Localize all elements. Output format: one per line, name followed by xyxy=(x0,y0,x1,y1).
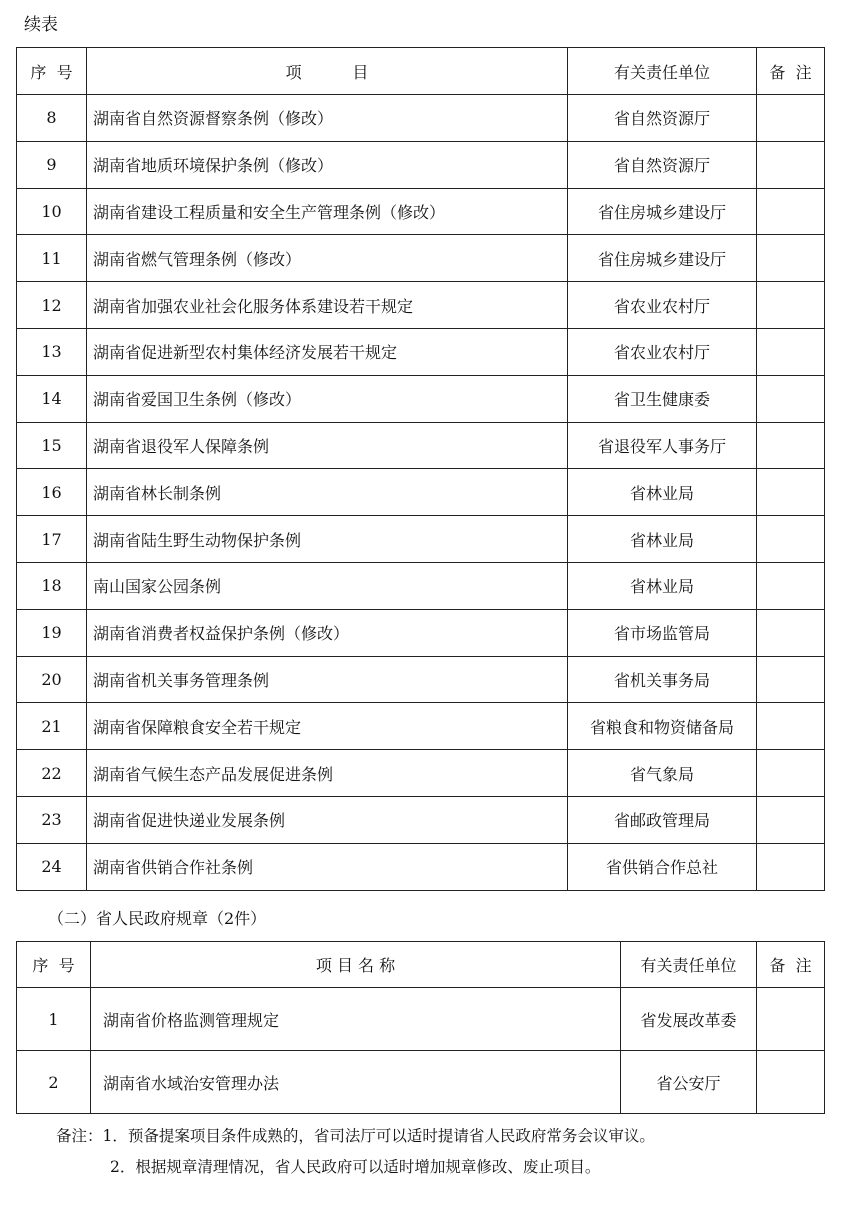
row-number: 9 xyxy=(17,141,87,188)
table-row xyxy=(17,235,825,282)
row-unit: 省林业局 xyxy=(568,469,757,516)
row-remark xyxy=(757,516,825,563)
row-item: 湖南省保障粮食安全若干规定 xyxy=(87,703,568,750)
row-unit: 省农业农村厅 xyxy=(568,282,757,329)
row-number: 11 xyxy=(17,235,87,282)
row-number: 19 xyxy=(17,609,87,656)
row-remark xyxy=(757,1051,825,1114)
table-row xyxy=(17,656,825,703)
row-remark xyxy=(757,188,825,235)
table-row xyxy=(17,141,825,188)
table-row xyxy=(17,282,825,329)
government-rules-table xyxy=(16,941,825,1114)
table-row xyxy=(17,95,825,142)
row-item: 湖南省退役军人保障条例 xyxy=(87,422,568,469)
header-item: 项 目 xyxy=(87,48,568,95)
row-number: 15 xyxy=(17,422,87,469)
table-row xyxy=(17,750,825,797)
header-remark: 备 注 xyxy=(757,48,825,95)
regulations-table xyxy=(16,47,825,891)
row-item: 湖南省气候生态产品发展促进条例 xyxy=(87,750,568,797)
row-unit: 省农业农村厅 xyxy=(568,328,757,375)
row-remark xyxy=(757,796,825,843)
table-row xyxy=(17,562,825,609)
row-remark xyxy=(757,422,825,469)
row-item: 湖南省促进快递业发展条例 xyxy=(87,796,568,843)
row-unit: 省气象局 xyxy=(568,750,757,797)
note-1: 备注：1．预备提案项目条件成熟的，省司法厅可以适时提请省人民政府常务会议审议。 xyxy=(56,1127,655,1145)
row-unit: 省公安厅 xyxy=(621,1051,757,1114)
row-item: 湖南省陆生野生动物保护条例 xyxy=(87,516,568,563)
table-header-row xyxy=(17,48,825,95)
row-number: 14 xyxy=(17,375,87,422)
row-number: 13 xyxy=(17,328,87,375)
table-row xyxy=(17,988,825,1051)
header-unit: 有关责任单位 xyxy=(621,942,757,988)
row-item: 湖南省促进新型农村集体经济发展若干规定 xyxy=(87,328,568,375)
row-unit: 省供销合作总社 xyxy=(568,843,757,890)
table-row xyxy=(17,422,825,469)
row-remark xyxy=(757,282,825,329)
row-number: 8 xyxy=(17,95,87,142)
table-row xyxy=(17,375,825,422)
row-remark xyxy=(757,562,825,609)
row-unit: 省发展改革委 xyxy=(621,988,757,1051)
row-item: 湖南省消费者权益保护条例（修改） xyxy=(87,609,568,656)
row-remark xyxy=(757,609,825,656)
row-item: 湖南省供销合作社条例 xyxy=(87,843,568,890)
row-item: 湖南省建设工程质量和安全生产管理条例（修改） xyxy=(87,188,568,235)
row-number: 22 xyxy=(17,750,87,797)
row-unit: 省住房城乡建设厅 xyxy=(568,188,757,235)
table-header-row xyxy=(17,942,825,988)
row-number: 23 xyxy=(17,796,87,843)
row-unit: 省住房城乡建设厅 xyxy=(568,235,757,282)
row-unit: 省机关事务局 xyxy=(568,656,757,703)
row-unit: 省邮政管理局 xyxy=(568,796,757,843)
table-row xyxy=(17,516,825,563)
note-2: 2．根据规章清理情况，省人民政府可以适时增加规章修改、废止项目。 xyxy=(110,1158,601,1176)
row-number: 20 xyxy=(17,656,87,703)
section2-title: （二）省人民政府规章（2件） xyxy=(48,909,267,928)
row-item: 湖南省自然资源督察条例（修改） xyxy=(87,95,568,142)
row-unit: 省粮食和物资储备局 xyxy=(568,703,757,750)
row-remark xyxy=(757,843,825,890)
row-number: 17 xyxy=(17,516,87,563)
row-number: 12 xyxy=(17,282,87,329)
header-remark: 备 注 xyxy=(757,942,825,988)
continuation-label: 续表 xyxy=(24,15,58,35)
row-item: 湖南省水域治安管理办法 xyxy=(91,1051,621,1114)
row-remark xyxy=(757,235,825,282)
row-unit: 省市场监管局 xyxy=(568,609,757,656)
row-number: 21 xyxy=(17,703,87,750)
header-no: 序 号 xyxy=(17,942,91,988)
table-row xyxy=(17,703,825,750)
table-row xyxy=(17,328,825,375)
row-remark xyxy=(757,95,825,142)
row-unit: 省自然资源厅 xyxy=(568,95,757,142)
row-unit: 省卫生健康委 xyxy=(568,375,757,422)
table-row xyxy=(17,796,825,843)
row-remark xyxy=(757,469,825,516)
row-remark xyxy=(757,703,825,750)
table-row xyxy=(17,188,825,235)
row-item: 湖南省机关事务管理条例 xyxy=(87,656,568,703)
row-remark xyxy=(757,375,825,422)
row-item: 湖南省加强农业社会化服务体系建设若干规定 xyxy=(87,282,568,329)
row-remark xyxy=(757,328,825,375)
row-remark xyxy=(757,656,825,703)
row-number: 1 xyxy=(17,988,91,1051)
row-remark xyxy=(757,988,825,1051)
row-item: 湖南省爱国卫生条例（修改） xyxy=(87,375,568,422)
row-item: 南山国家公园条例 xyxy=(87,562,568,609)
row-unit: 省自然资源厅 xyxy=(568,141,757,188)
row-item: 湖南省林长制条例 xyxy=(87,469,568,516)
header-unit: 有关责任单位 xyxy=(568,48,757,95)
row-remark xyxy=(757,141,825,188)
row-unit: 省林业局 xyxy=(568,516,757,563)
header-item: 项 目 名 称 xyxy=(91,942,621,988)
row-number: 2 xyxy=(17,1051,91,1114)
row-number: 24 xyxy=(17,843,87,890)
table-row xyxy=(17,1051,825,1114)
row-unit: 省退役军人事务厅 xyxy=(568,422,757,469)
table-row xyxy=(17,469,825,516)
table-row xyxy=(17,609,825,656)
row-item: 湖南省价格监测管理规定 xyxy=(91,988,621,1051)
row-number: 16 xyxy=(17,469,87,516)
header-no: 序 号 xyxy=(17,48,87,95)
table-row xyxy=(17,843,825,890)
row-item: 湖南省地质环境保护条例（修改） xyxy=(87,141,568,188)
row-item: 湖南省燃气管理条例（修改） xyxy=(87,235,568,282)
row-number: 10 xyxy=(17,188,87,235)
row-number: 18 xyxy=(17,562,87,609)
row-unit: 省林业局 xyxy=(568,562,757,609)
row-remark xyxy=(757,750,825,797)
